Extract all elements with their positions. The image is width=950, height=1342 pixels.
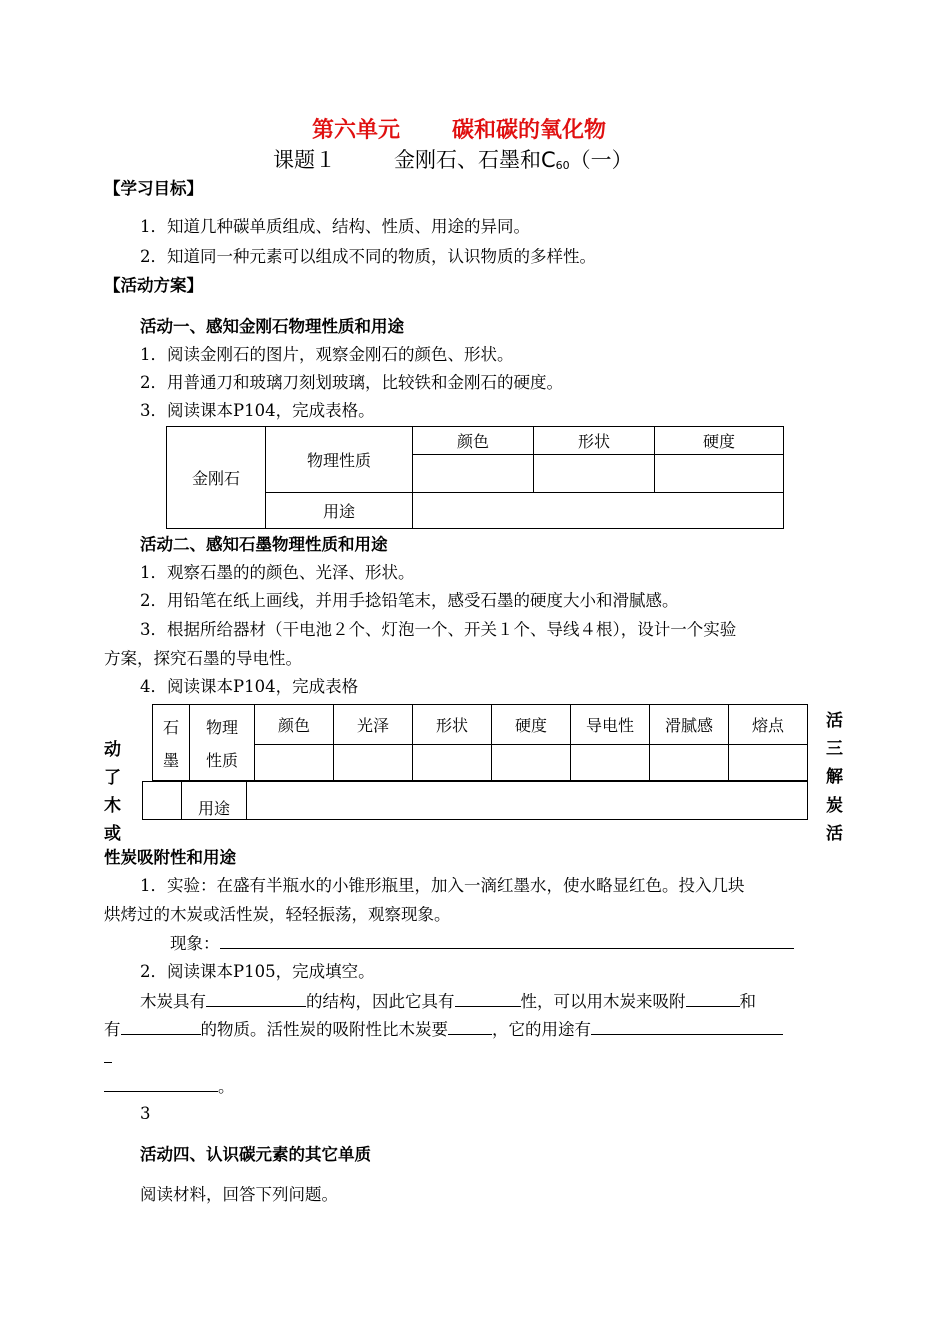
activity2-step: 4．阅读课本P104，完成表格	[140, 677, 359, 696]
fill-text: ，它的用途有	[492, 1020, 591, 1039]
graphite-value-cell[interactable]	[413, 745, 492, 781]
vertical-char: 炭	[826, 796, 843, 816]
graphite-use-label	[182, 782, 247, 820]
fill-text: 的结构，因此它具有	[306, 992, 455, 1011]
fill-line-1	[140, 992, 756, 1012]
lesson-subscript: 60	[555, 159, 570, 172]
goal-item: 1．知道几种碳单质组成、结构、性质、用途的异同。	[140, 217, 530, 236]
diamond-col-color: 颜色	[413, 427, 534, 455]
diamond-label: 金刚石	[167, 427, 266, 529]
lesson-name: 金刚石、石墨和C	[394, 148, 556, 172]
graphite-col: 光泽	[334, 705, 413, 745]
graphite-table	[152, 704, 808, 781]
graphite-value-cell[interactable]	[492, 745, 571, 781]
vertical-char: 动	[104, 740, 121, 760]
graphite-label-top: 石	[162, 717, 179, 737]
fill-blank[interactable]	[686, 992, 740, 1007]
diamond-shape-cell[interactable]	[534, 455, 655, 493]
vertical-char: 了	[104, 768, 121, 788]
graphite-label-bottom: 墨	[162, 750, 179, 770]
fill-text: 木炭具有	[140, 992, 206, 1011]
diamond-color-cell[interactable]	[413, 455, 534, 493]
fill-blank[interactable]	[104, 1077, 218, 1092]
activity4-text: 阅读材料，回答下列问题。	[140, 1185, 338, 1204]
fill-text: 有	[104, 1020, 121, 1039]
goal-item: 2．知道同一种元素可以组成不同的物质，认识物质的多样性。	[140, 247, 596, 266]
graphite-col: 形状	[413, 705, 492, 745]
activity1-step: 1．阅读金刚石的图片，观察金刚石的颜色、形状。	[140, 345, 514, 364]
graphite-physical-top: 物理	[205, 717, 238, 737]
activity2-step: 方案，探究石墨的导电性。	[104, 649, 302, 668]
fill-blank[interactable]	[455, 992, 521, 1007]
diamond-col-hardness: 硬度	[655, 427, 784, 455]
vertical-char: 解	[826, 767, 843, 787]
lesson-label: 课题１	[273, 148, 336, 172]
diamond-table	[166, 426, 784, 529]
diamond-use-label: 用途	[266, 493, 413, 529]
graphite-use-cell[interactable]	[247, 782, 808, 820]
diamond-hardness-cell[interactable]	[655, 455, 784, 493]
activity3-title-tail: 性炭吸附性和用途	[104, 848, 236, 867]
activity2-step: 3．根据所给器材（干电池２个、灯泡一个、开关１个、导线４根），设计一个实验	[140, 620, 737, 639]
graphite-col: 导电性	[571, 705, 650, 745]
unit-label: 第六单元	[312, 118, 401, 143]
graphite-physical-bottom: 性质	[205, 750, 238, 770]
activity4-title: 活动四、认识碳元素的其它单质	[140, 1145, 371, 1164]
graphite-value-cell[interactable]	[334, 745, 413, 781]
fill-text: 和	[739, 992, 756, 1011]
lesson-title	[273, 148, 633, 172]
phenomenon-line	[170, 934, 794, 954]
fill-blank[interactable]	[121, 1020, 201, 1035]
vertical-char: 木	[104, 796, 121, 816]
diamond-physical-label: 物理性质	[266, 427, 413, 493]
activity3-exp: 烘烤过的木炭或活性炭，轻轻振荡，观察现象。	[104, 905, 451, 924]
diamond-use-cell[interactable]	[413, 493, 784, 529]
page-number: 3	[140, 1104, 151, 1123]
activity3-step2: 2．阅读课本P105，完成填空。	[140, 962, 375, 981]
vertical-char: 或	[104, 824, 121, 844]
unit-name: 碳和碳的氧化物	[452, 118, 607, 143]
graphite-col: 颜色	[255, 705, 334, 745]
graphite-value-cell[interactable]	[571, 745, 650, 781]
phenomenon-label: 现象：	[170, 934, 220, 953]
phenomenon-blank[interactable]	[220, 934, 794, 949]
activity2-step: 2．用铅笔在纸上画线，并用手捻铅笔末，感受石墨的硬度大小和滑腻感。	[140, 591, 679, 610]
fill-blank[interactable]	[591, 1020, 783, 1035]
activity1-title: 活动一、感知金刚石物理性质和用途	[140, 317, 404, 336]
graphite-value-cell[interactable]	[255, 745, 334, 781]
graphite-value-cell[interactable]	[650, 745, 729, 781]
graphite-use-row	[142, 781, 808, 820]
vertical-char: 活	[826, 824, 843, 844]
goals-heading: 【学习目标】	[104, 179, 203, 198]
diamond-col-shape: 形状	[534, 427, 655, 455]
graphite-col: 熔点	[729, 705, 808, 745]
fill-blank[interactable]	[104, 1048, 112, 1063]
graphite-use-text: 用途	[197, 799, 230, 818]
graphite-value-cell[interactable]	[729, 745, 808, 781]
fill-blank[interactable]	[448, 1020, 492, 1035]
fill-blank[interactable]	[206, 992, 306, 1007]
activity3-exp: 1．实验：在盛有半瓶水的小锥形瓶里，加入一滴红墨水，使水略显红色。投入几块	[140, 876, 745, 895]
activity1-step: 2．用普通刀和玻璃刀刻划玻璃，比较铁和金刚石的硬度。	[140, 373, 563, 392]
vertical-char: 活	[826, 711, 843, 731]
graphite-physical-label	[190, 705, 255, 781]
fill-line-2	[104, 1020, 783, 1040]
graphite-col: 滑腻感	[650, 705, 729, 745]
fill-text: 性，可以用木炭来吸附	[520, 992, 686, 1011]
fill-line-2-overflow	[104, 1048, 112, 1068]
activity1-step: 3．阅读课本P104，完成表格。	[140, 401, 375, 420]
vertical-char: 三	[826, 739, 843, 759]
activity2-title: 活动二、感知石墨物理性质和用途	[140, 535, 388, 554]
graphite-label	[153, 705, 190, 781]
graphite-use-blank	[143, 782, 182, 820]
fill-text: 的物质。活性炭的吸附性比木炭要	[200, 1020, 448, 1039]
plan-heading: 【活动方案】	[104, 276, 203, 295]
fill-text: 。	[218, 1077, 235, 1096]
activity2-step: 1．观察石墨的的颜色、光泽、形状。	[140, 563, 415, 582]
fill-line-3	[104, 1077, 235, 1097]
unit-title	[312, 118, 606, 143]
graphite-col: 硬度	[492, 705, 571, 745]
lesson-suffix: （一）	[569, 148, 633, 172]
